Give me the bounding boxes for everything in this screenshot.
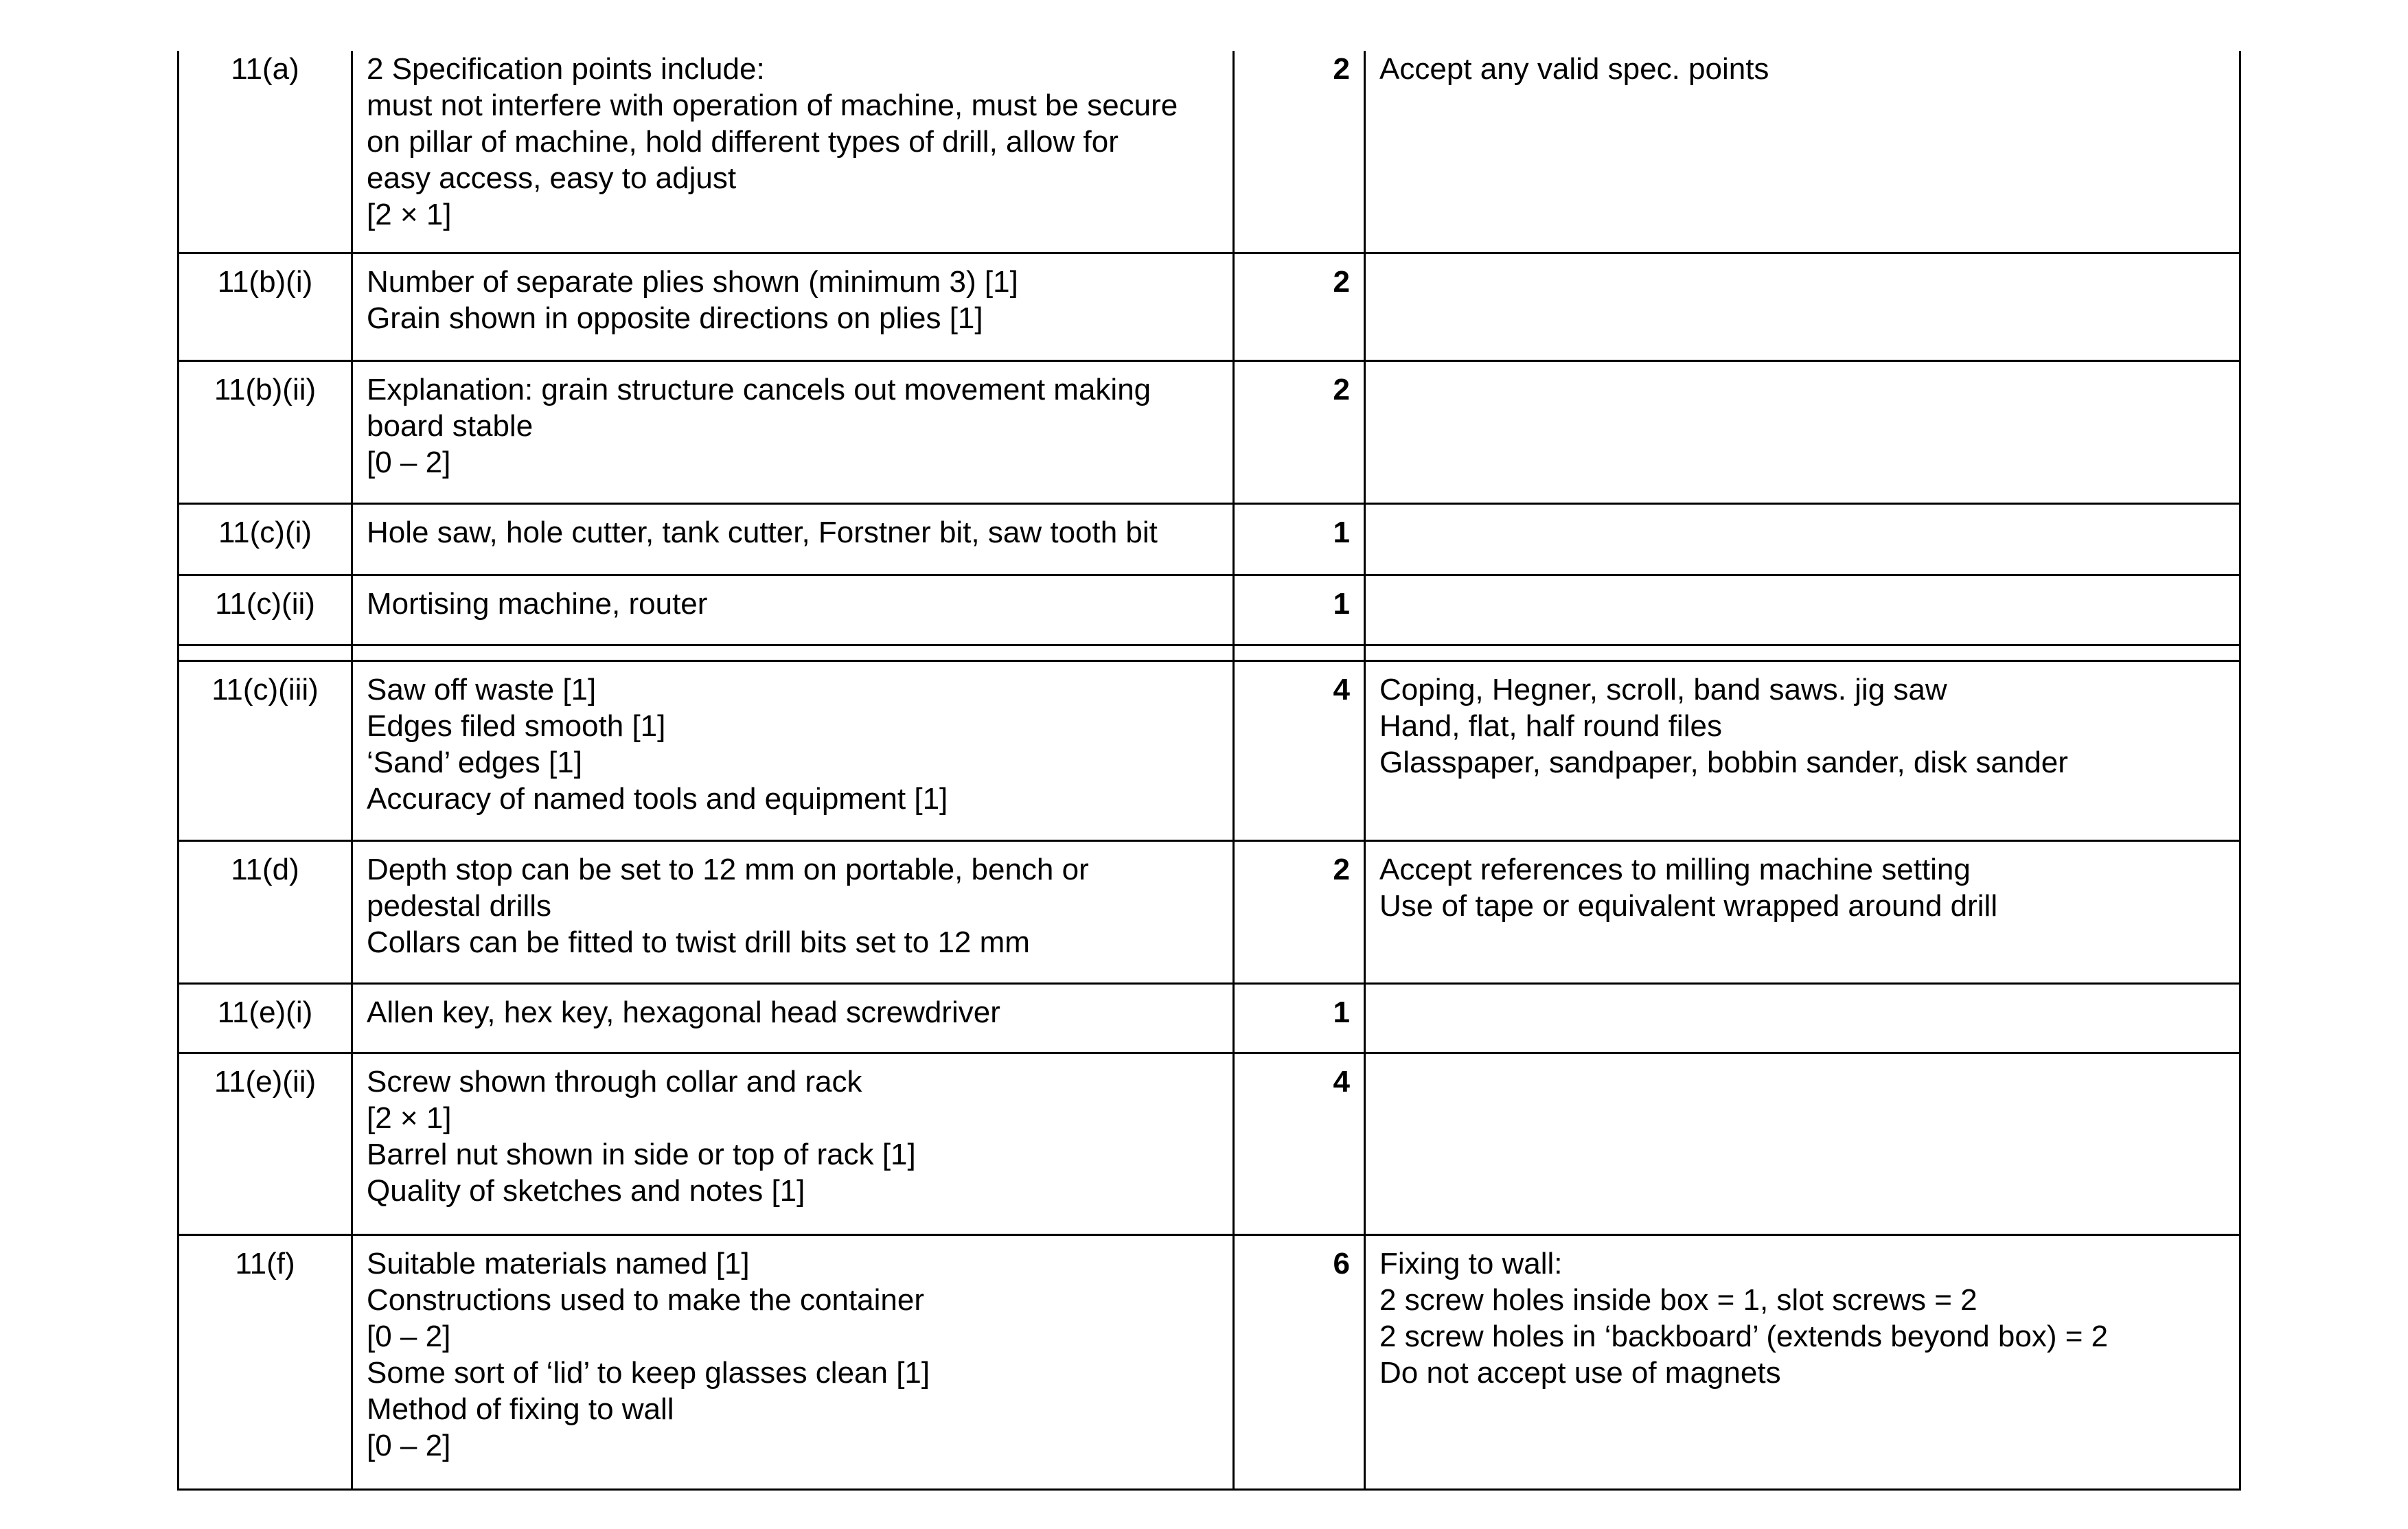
- marks-cell: [1234, 660, 1365, 840]
- answer-cell: [352, 51, 1234, 253]
- marks-cell: [1234, 51, 1365, 253]
- guidance-cell: [1365, 660, 2240, 840]
- mark-scheme-table: [177, 51, 2241, 1491]
- table-row: [179, 1234, 2240, 1489]
- question-number: 11(d): [231, 852, 299, 886]
- guidance-line: 2 screw holes in ‘backboard’ (extends beyond box) = 2: [1379, 1319, 2109, 1353]
- answer-line: Method of fixing to wall: [367, 1392, 674, 1426]
- marks-value: 1: [1333, 995, 1350, 1029]
- answer-line: Some sort of ‘lid’ to keep glasses clean [1]: [367, 1355, 930, 1390]
- answer-line: easy access, easy to adjust: [367, 161, 737, 195]
- answer-line: Saw off waste [1]: [367, 672, 597, 706]
- answer-line: Edges filed smooth [1]: [367, 709, 666, 743]
- mark-scheme-body: [179, 51, 2240, 1489]
- answer-line: must not interfere with operation of machine, must be secure: [367, 89, 1178, 122]
- guidance-cell: [1365, 503, 2240, 575]
- guidance-cell: [1365, 983, 2240, 1053]
- marks-cell: [1234, 360, 1365, 503]
- marks-cell: [1234, 575, 1365, 645]
- question-number-cell: [179, 1234, 352, 1489]
- answer-line: Accuracy of named tools and equipment [1]: [367, 781, 948, 816]
- guidance-cell: [1365, 1234, 2240, 1489]
- question-number: 11(c)(i): [218, 515, 312, 549]
- guidance-line: 2 screw holes inside box = 1, slot screws = 2: [1379, 1283, 1977, 1317]
- answer-cell: [352, 575, 1234, 645]
- table-row: [179, 503, 2240, 575]
- answer-line: on pillar of machine, hold different types of drill, allow for: [367, 125, 1119, 159]
- answer-line: Mortising machine, router: [367, 586, 708, 621]
- marks-value: 2: [1333, 852, 1350, 886]
- answer-line: Quality of sketches and notes [1]: [367, 1173, 805, 1208]
- guidance-cell: [1365, 1053, 2240, 1234]
- guidance-line: Glasspaper, sandpaper, bobbin sander, disk sander: [1379, 745, 2068, 779]
- answer-line: [0 – 2]: [367, 1428, 451, 1462]
- question-number: 11(c)(iii): [211, 672, 319, 706]
- answer-line: ‘Sand’ edges [1]: [367, 745, 582, 779]
- marks-cell: [1234, 253, 1365, 360]
- answer-line: pedestal drills: [367, 888, 552, 923]
- answer-line: board stable: [367, 409, 534, 443]
- answer-cell: [352, 503, 1234, 575]
- answer-line: Hole saw, hole cutter, tank cutter, Forstner bit, saw tooth bit: [367, 515, 1158, 549]
- answer-cell: [352, 840, 1234, 983]
- answer-line: Screw shown through collar and rack: [367, 1064, 862, 1099]
- answer-line: Depth stop can be set to 12 mm on portable, bench or: [367, 852, 1089, 886]
- guidance-line: Accept any valid spec. points: [1379, 52, 1769, 86]
- marks-value: 1: [1333, 515, 1350, 549]
- answer-line: Constructions used to make the container: [367, 1283, 925, 1317]
- guidance-line: Coping, Hegner, scroll, band saws. jig saw: [1379, 672, 1947, 706]
- answer-line: 2 Specification points include:: [367, 52, 765, 86]
- separator-cell: [1234, 645, 1365, 660]
- guidance-line: Do not accept use of magnets: [1379, 1355, 1781, 1390]
- answer-line: Number of separate plies shown (minimum 3) [1]: [367, 264, 1018, 299]
- question-number: 11(e)(ii): [214, 1064, 317, 1099]
- question-number-cell: [179, 51, 352, 253]
- marks-cell: [1234, 503, 1365, 575]
- separator-cell: [179, 645, 352, 660]
- marks-cell: [1234, 983, 1365, 1053]
- separator-cell: [352, 645, 1234, 660]
- guidance-cell: [1365, 840, 2240, 983]
- page-break-separator-row: [179, 645, 2240, 660]
- table-row: [179, 1053, 2240, 1234]
- marks-value: 4: [1333, 672, 1350, 706]
- answer-line: Barrel nut shown in side or top of rack [1]: [367, 1137, 916, 1171]
- guidance-cell: [1365, 51, 2240, 253]
- marks-cell: [1234, 840, 1365, 983]
- separator-cell: [1365, 645, 2240, 660]
- guidance-line: Fixing to wall:: [1379, 1246, 1563, 1280]
- answer-cell: [352, 1234, 1234, 1489]
- answer-line: Grain shown in opposite directions on plies [1]: [367, 301, 983, 335]
- question-number-cell: [179, 840, 352, 983]
- question-number-cell: [179, 660, 352, 840]
- answer-line: [0 – 2]: [367, 1319, 451, 1353]
- answer-line: [0 – 2]: [367, 445, 451, 479]
- table-row: [179, 575, 2240, 645]
- answer-line: [2 × 1]: [367, 1101, 452, 1135]
- question-number: 11(e)(i): [217, 995, 313, 1029]
- answer-line: [2 × 1]: [367, 198, 452, 231]
- question-number: 11(b)(ii): [214, 372, 317, 406]
- marks-value: 1: [1333, 586, 1350, 621]
- question-number-cell: [179, 983, 352, 1053]
- table-row: [179, 360, 2240, 503]
- question-number-cell: [179, 1053, 352, 1234]
- table-row: [179, 253, 2240, 360]
- marks-value: 2: [1333, 264, 1350, 299]
- answer-line: Explanation: grain structure cancels out movement making: [367, 372, 1151, 406]
- guidance-line: Use of tape or equivalent wrapped around drill: [1379, 888, 1998, 923]
- marks-value: 2: [1333, 372, 1350, 406]
- table-row: [179, 660, 2240, 840]
- marks-value: 6: [1333, 1246, 1350, 1280]
- marks-value: 4: [1333, 1064, 1350, 1099]
- question-number-cell: [179, 253, 352, 360]
- question-number: 11(b)(i): [217, 264, 313, 299]
- answer-cell: [352, 1053, 1234, 1234]
- question-number: 11(a): [231, 52, 299, 86]
- question-number: 11(f): [235, 1246, 295, 1280]
- table-row: [179, 51, 2240, 253]
- marks-cell: [1234, 1234, 1365, 1489]
- answer-line: Allen key, hex key, hexagonal head screwdriver: [367, 995, 1000, 1029]
- table-row: [179, 983, 2240, 1053]
- marks-cell: [1234, 1053, 1365, 1234]
- table-row: [179, 840, 2240, 983]
- marks-value: 2: [1333, 52, 1350, 86]
- question-number-cell: [179, 575, 352, 645]
- answer-cell: [352, 660, 1234, 840]
- question-number-cell: [179, 360, 352, 503]
- guidance-line: Accept references to milling machine setting: [1379, 852, 1971, 886]
- answer-cell: [352, 983, 1234, 1053]
- question-number-cell: [179, 503, 352, 575]
- answer-line: Suitable materials named [1]: [367, 1246, 750, 1280]
- guidance-cell: [1365, 253, 2240, 360]
- guidance-cell: [1365, 575, 2240, 645]
- guidance-line: Hand, flat, half round files: [1379, 709, 1722, 743]
- guidance-cell: [1365, 360, 2240, 503]
- question-number: 11(c)(ii): [215, 586, 315, 621]
- answer-cell: [352, 360, 1234, 503]
- answer-line: Collars can be fitted to twist drill bits set to 12 mm: [367, 925, 1030, 959]
- answer-cell: [352, 253, 1234, 360]
